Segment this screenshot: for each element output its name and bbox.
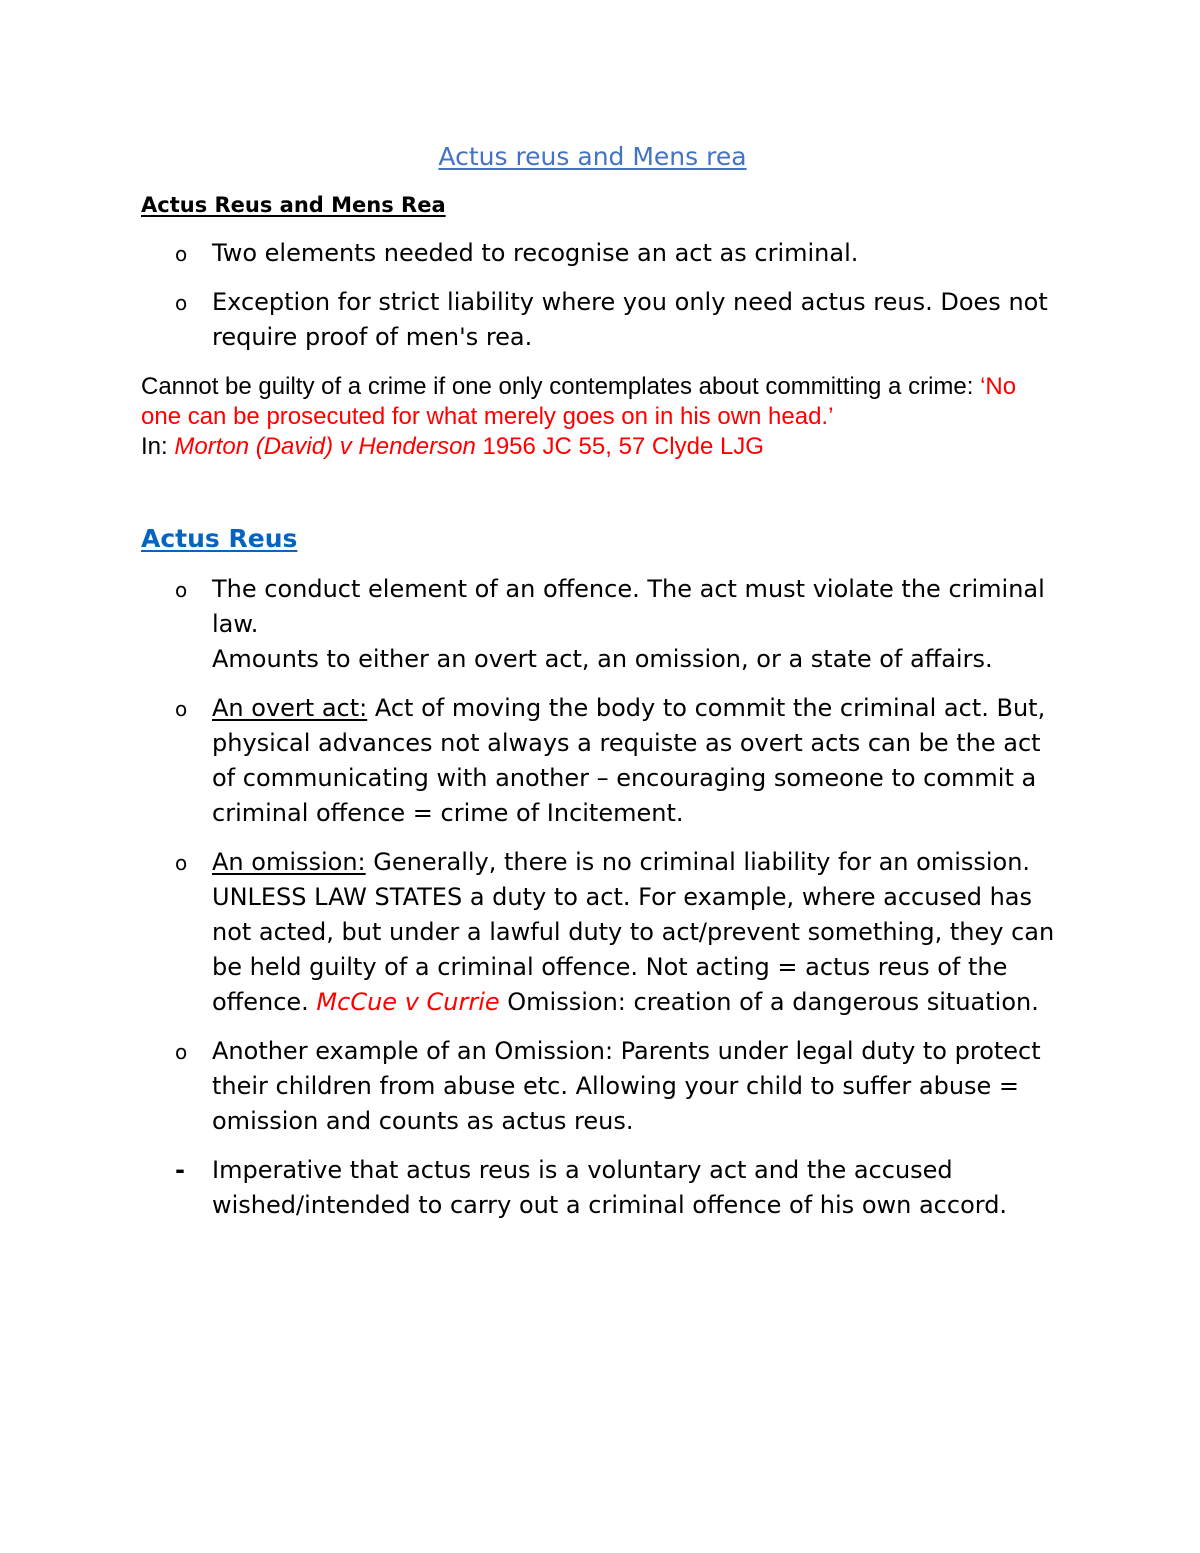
list-item-text: The conduct element of an offence. The act must violate the criminal law. — [212, 575, 1045, 638]
bullet-marker: o — [175, 242, 188, 266]
list-item — [0, 1034, 1057, 1139]
contemplation-lead: Cannot be guilty of a crime if one only contemplates about committing a crime: — [141, 373, 981, 400]
sub-heading: Actus Reus and Mens Rea — [141, 193, 446, 217]
section-heading-actus-reus[interactable]: Actus Reus — [141, 524, 298, 553]
list-item-text: Omission: creation of a dangerous situation. — [499, 988, 1039, 1016]
case-citation: 1956 JC 55, 57 Clyde LJG — [475, 433, 764, 460]
list-item-text: Amounts to either an overt act, an omission, or a state of affairs. — [212, 645, 993, 673]
list-item-text: Imperative that actus reus is a voluntary act and the accused wished/intended to carry out a criminal offence of his own accord. — [212, 1156, 1008, 1219]
bullet-marker: o — [175, 1040, 188, 1064]
bullet-marker: o — [175, 578, 188, 602]
case-name: Morton (David) v Henderson — [174, 433, 476, 460]
list-item-text: Two elements needed to recognise an act as criminal. — [212, 239, 859, 267]
list-item — [0, 845, 1057, 1020]
term-label: An omission: — [212, 848, 366, 876]
list-item — [0, 285, 1057, 355]
list-item — [0, 691, 1057, 831]
document-title[interactable]: Actus reus and Mens rea — [438, 142, 747, 171]
actus-reus-list — [0, 572, 1057, 1237]
intro-list — [0, 236, 1057, 369]
term-label: An overt act: — [212, 694, 368, 722]
list-item — [0, 572, 1057, 677]
list-item — [0, 236, 1057, 271]
bullet-marker: o — [175, 291, 188, 315]
contemplation-paragraph — [141, 372, 1021, 462]
quote-text: ‘No one can be prosecuted for what merely goes on in his own head.’ — [141, 373, 1017, 430]
case-name: McCue v Currie — [316, 988, 500, 1016]
list-item-text: Act of moving the body to commit the criminal act. But, physical advances not always a requiste as overt acts can be the act of communicating with another – encouraging someone to commit a criminal offence = crime of Incitement. — [212, 694, 1046, 827]
in-label: In: — [141, 433, 175, 460]
list-item — [0, 1153, 1057, 1223]
bullet-marker: o — [175, 697, 188, 721]
list-item-text: Exception for strict liability where you only need actus reus. Does not require proof of men's rea. — [212, 288, 1048, 351]
dash-marker: - — [175, 1156, 185, 1184]
list-item-text: Another example of an Omission: Parents under legal duty to protect their children from abuse etc. Allowing your child to suffer abuse = omission and counts as actus reus. — [212, 1037, 1041, 1135]
list-item-text: Generally, there is no criminal liability for an omission. UNLESS LAW STATES a duty to act. For example, where accused has not acted, but under a lawful duty to act/prevent something, they can be held guilty of a criminal offence. Not acting = actus reus of the offence. — [212, 848, 1055, 1016]
bullet-marker: o — [175, 851, 188, 875]
